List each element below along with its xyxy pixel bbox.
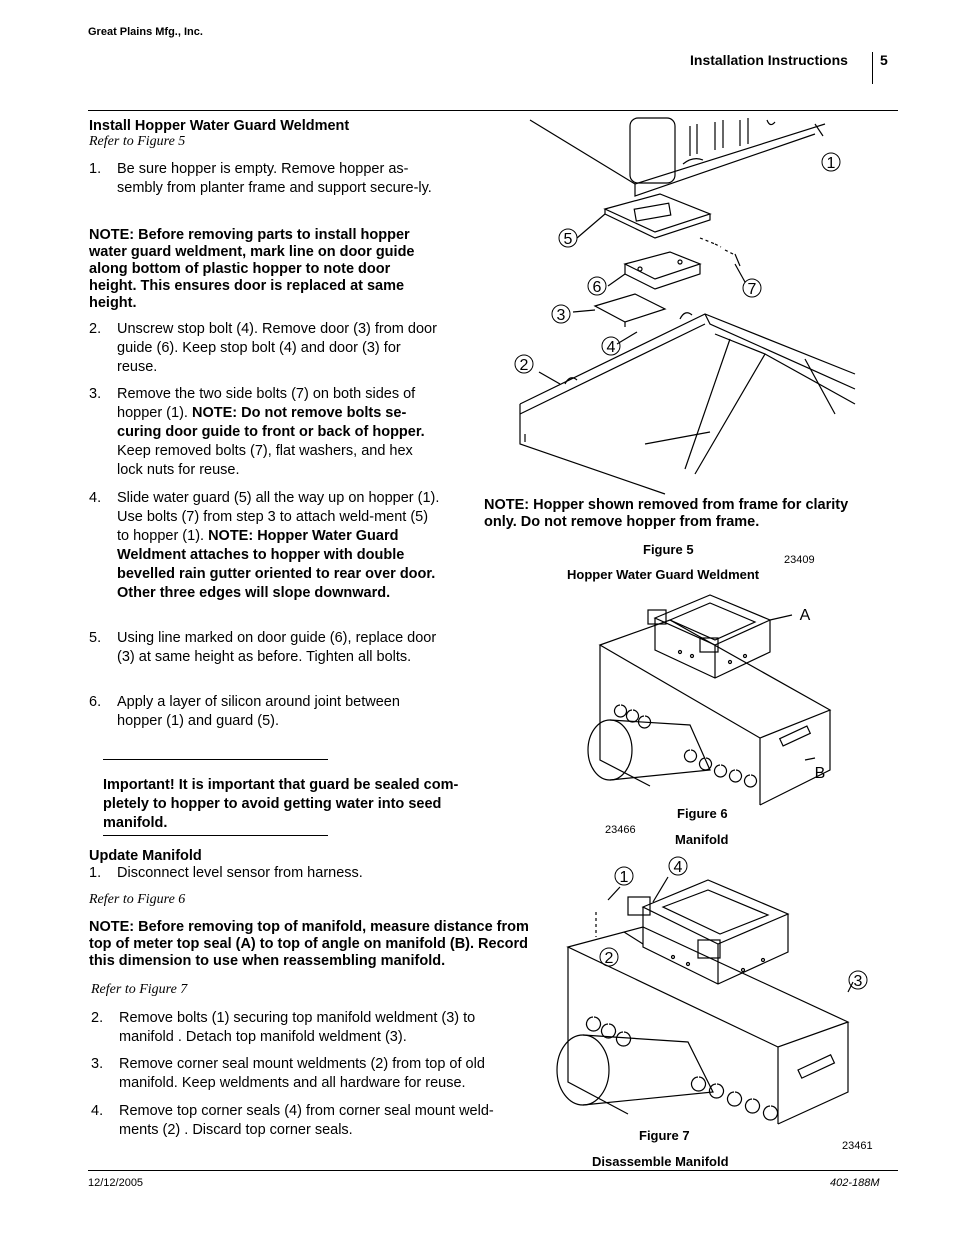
footer-doc-number: 402-188M (830, 1177, 880, 1189)
section1-step-3: 3. Remove the two side bolts (7) on both sides of hopper (1). NOTE: Do not remove bolts se-curing door guide to front or back of hopper. Keep removed bolts (7), flat washers, and hex lock nuts for reuse. (89, 386, 425, 478)
figure7-callout-1: 1 (619, 869, 629, 886)
section1-note: NOTE: Before removing parts to install hopper water guard weldment, mark line on door guide along bottom of plastic hopper to note door height. This ensures door is replaced at same height. (89, 227, 415, 311)
section1-step-5: 5. Using line marked on door guide (6), replace door (3) at same height as before. Tighten all bolts. (89, 630, 437, 665)
section1-step-4: 4. Slide water guard (5) all the way up on hopper (1). Use bolts (7) from step 3 to attach weld-ment (5) to hopper (1). NOTE: Hopper Water Guard Weldment attaches to hopper with double bevelled rain gutter oriented to rear over door. Other three edges will slope downward. (89, 490, 440, 601)
figure5-callout-3: 3 (556, 307, 566, 324)
figure5-number: 23409 (784, 554, 815, 566)
bottom-rule (88, 1170, 898, 1171)
section2-refer-figure6: Refer to Figure 6 (89, 892, 186, 907)
figure6-number: 23466 (605, 824, 636, 836)
section2-step-1: 1. Disconnect level sensor from harness. (89, 865, 363, 881)
section1-title: Install Hopper Water Guard Weldment (89, 118, 350, 134)
figure7-label: Figure 7 (639, 1128, 690, 1143)
figure7-callout-2: 2 (604, 950, 614, 967)
section2-step-4: 4. Remove top corner seals (4) from corner seal mount weld-ments (2) . Discard top corner seals. (91, 1103, 494, 1138)
top-rule (88, 110, 898, 111)
figure7-caption: Disassemble Manifold (592, 1154, 729, 1169)
figure5-callout-5: 5 (563, 231, 573, 248)
section2-step-3: 3. Remove corner seal mount weldments (2) from top of old manifold. Keep weldments and all hardware for reuse. (91, 1056, 485, 1091)
header-divider (872, 52, 873, 84)
company-name: Great Plains Mfg., Inc. (88, 26, 203, 38)
figure5-callout-1: 1 (826, 155, 836, 172)
figure5-callout-7: 7 (747, 281, 757, 298)
footer-date: 12/12/2005 (88, 1177, 144, 1189)
figure7-callout-4: 4 (673, 859, 683, 876)
figure5-callout-4: 4 (606, 339, 616, 356)
section1-refer: Refer to Figure 5 (89, 134, 186, 149)
figure6-caption: Manifold (675, 832, 729, 847)
important-top-rule (103, 759, 328, 760)
figure5-label: Figure 5 (643, 542, 694, 557)
section-header-title: Installation Instructions (690, 52, 848, 68)
figure6-label: Figure 6 (677, 806, 728, 821)
figure7-callout-3: 3 (853, 973, 863, 990)
page-number: 5 (880, 52, 888, 68)
figure6-callout-B: B (814, 765, 826, 782)
section2-step-2: 2. Remove bolts (1) securing top manifold weldment (3) to manifold . Detach top manifold weldment (3). (91, 1010, 476, 1045)
section2-note: NOTE: Before removing top of manifold, measure distance from top of meter top seal (A) to top of angle on manifold (B). Record this dimension to use when reassembling manifold. (89, 919, 529, 969)
section2-title: Update Manifold (89, 848, 202, 864)
figure5-caption: Hopper Water Guard Weldment (567, 567, 760, 582)
figure6-callout-A: A (799, 607, 811, 624)
section1-step-2: 2. Unscrew stop bolt (4). Remove door (3) from door guide (6). Keep stop bolt (4) and door (3) for reuse. (89, 321, 437, 375)
figure5-callout-2: 2 (519, 357, 529, 374)
section1-step-6: 6. Apply a layer of silicon around joint between hopper (1) and guard (5). (89, 694, 400, 729)
figure5-note: NOTE: Hopper shown removed from frame for clarity only. Do not remove hopper from frame. (484, 497, 849, 530)
figure5-illustration (505, 114, 865, 494)
important-bottom-rule (103, 835, 328, 836)
important-notice: Important! It is important that guard be sealed com-pletely to hopper to avoid getting water into seed manifold. (103, 777, 459, 831)
figure7-number: 23461 (842, 1140, 873, 1152)
figure6-illustration (580, 590, 840, 806)
figure7-illustration (548, 852, 878, 1127)
figure5-callout-6: 6 (592, 279, 602, 296)
section1-step-1: 1. Be sure hopper is empty. Remove hopper as-sembly from planter frame and support secure-ly. (89, 161, 432, 196)
section2-refer-figure7: Refer to Figure 7 (91, 982, 188, 997)
